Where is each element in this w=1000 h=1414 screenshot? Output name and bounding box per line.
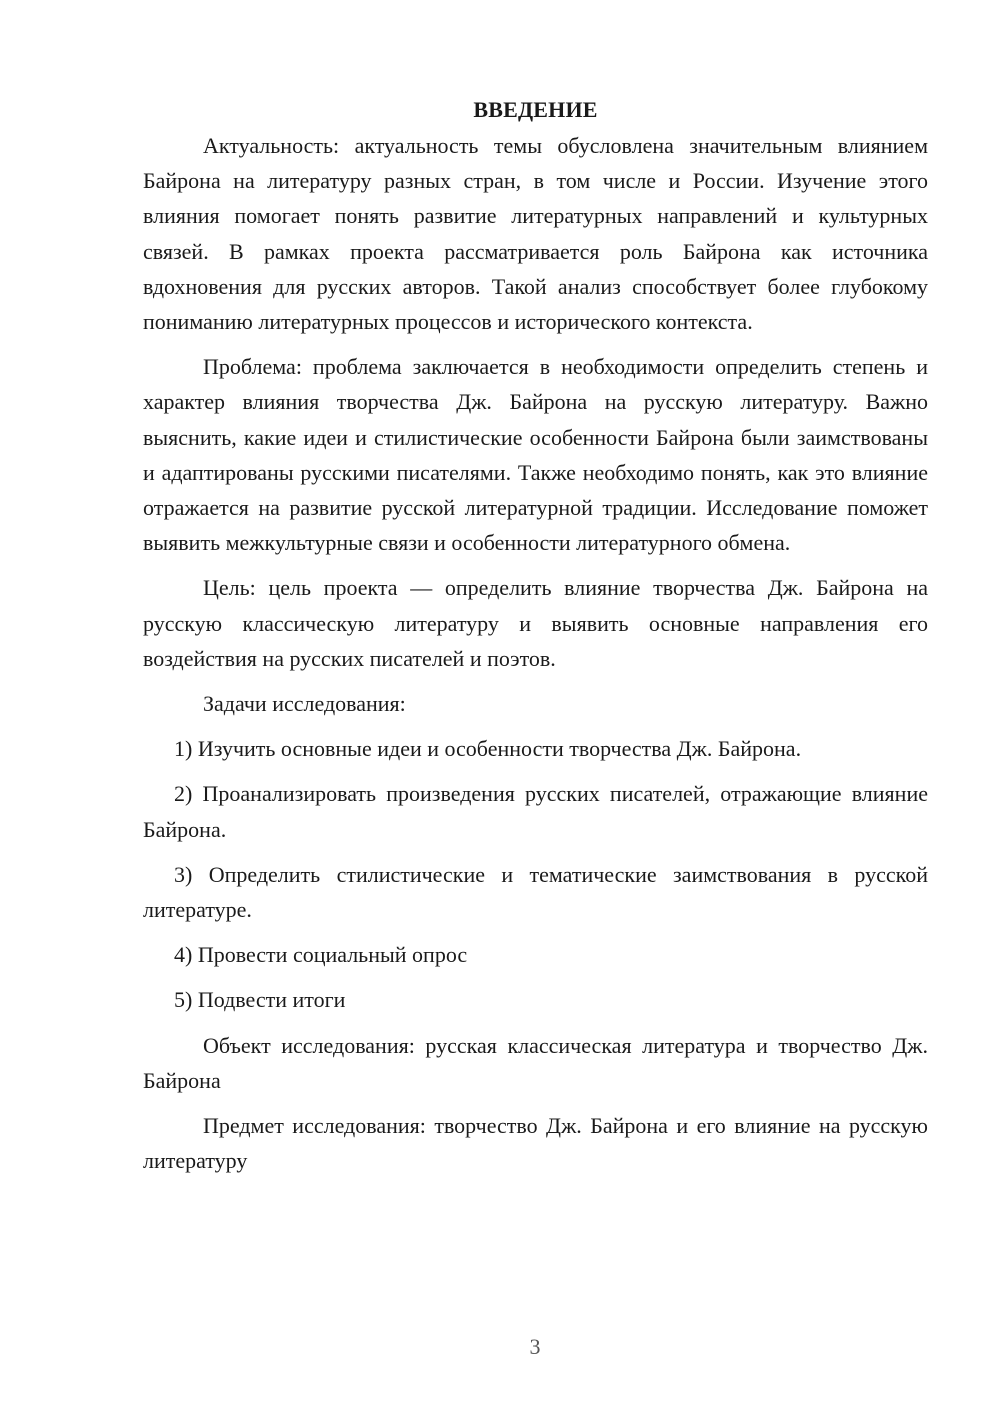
task-item: 4) Провести социальный опрос — [174, 942, 468, 968]
document-page — [143, 92, 928, 1188]
task-item: 5) Подвести итоги — [174, 987, 346, 1013]
page-number: 3 — [529, 1334, 541, 1359]
tasks-heading: Задачи исследования: — [203, 691, 406, 717]
task-item: 3) Определить стилистические и тематические заимствования в русской литературе. — [143, 861, 928, 923]
problem-paragraph: Проблема: проблема заключается в необходимости определить степень и характер влияния творчества Дж. Байрона на русскую литературу. Важно выяснить, какие идеи и стилистические особенности Байрона были заимствованы и адаптированы русскими писателями. Также необходимо понять, как это влияние отражается на развитие русской литературной традиции. Исследование поможет выявить межкультурные связи и особенности литературного обмена. — [143, 354, 928, 556]
subject-paragraph: Предмет исследования: творчество Дж. Байрона и его влияние на русскую литературу — [143, 1113, 928, 1174]
task-item: 1) Изучить основные идеи и особенности творчества Дж. Байрона. — [174, 736, 802, 762]
task-item: 2) Проанализировать произведения русских писателей, отражающие влияние Байрона. — [143, 781, 928, 842]
relevance-paragraph: Актуальность: актуальность темы обусловлена значительным влиянием Байрона на литературу разных стран, в том числе и России. Изучение этого влияния помогает понять развитие литературных направлений и культурных связей. В рамках проекта рассматривается роль Байрона как источника вдохновения для русских авторов. Такой анализ способствует более глубокому пониманию литературных процессов и исторического контекста. — [143, 133, 928, 335]
object-paragraph: Объект исследования: русская классическая литература и творчество Дж. Байрона — [143, 1032, 928, 1093]
section-title: ВВЕДЕНИЕ — [473, 97, 598, 122]
goal-paragraph: Цель: цель проекта — определить влияние творчества Дж. Байрона на русскую классическую литературу и выявить основные направления его воздействия на русских писателей и поэтов. — [143, 575, 928, 671]
